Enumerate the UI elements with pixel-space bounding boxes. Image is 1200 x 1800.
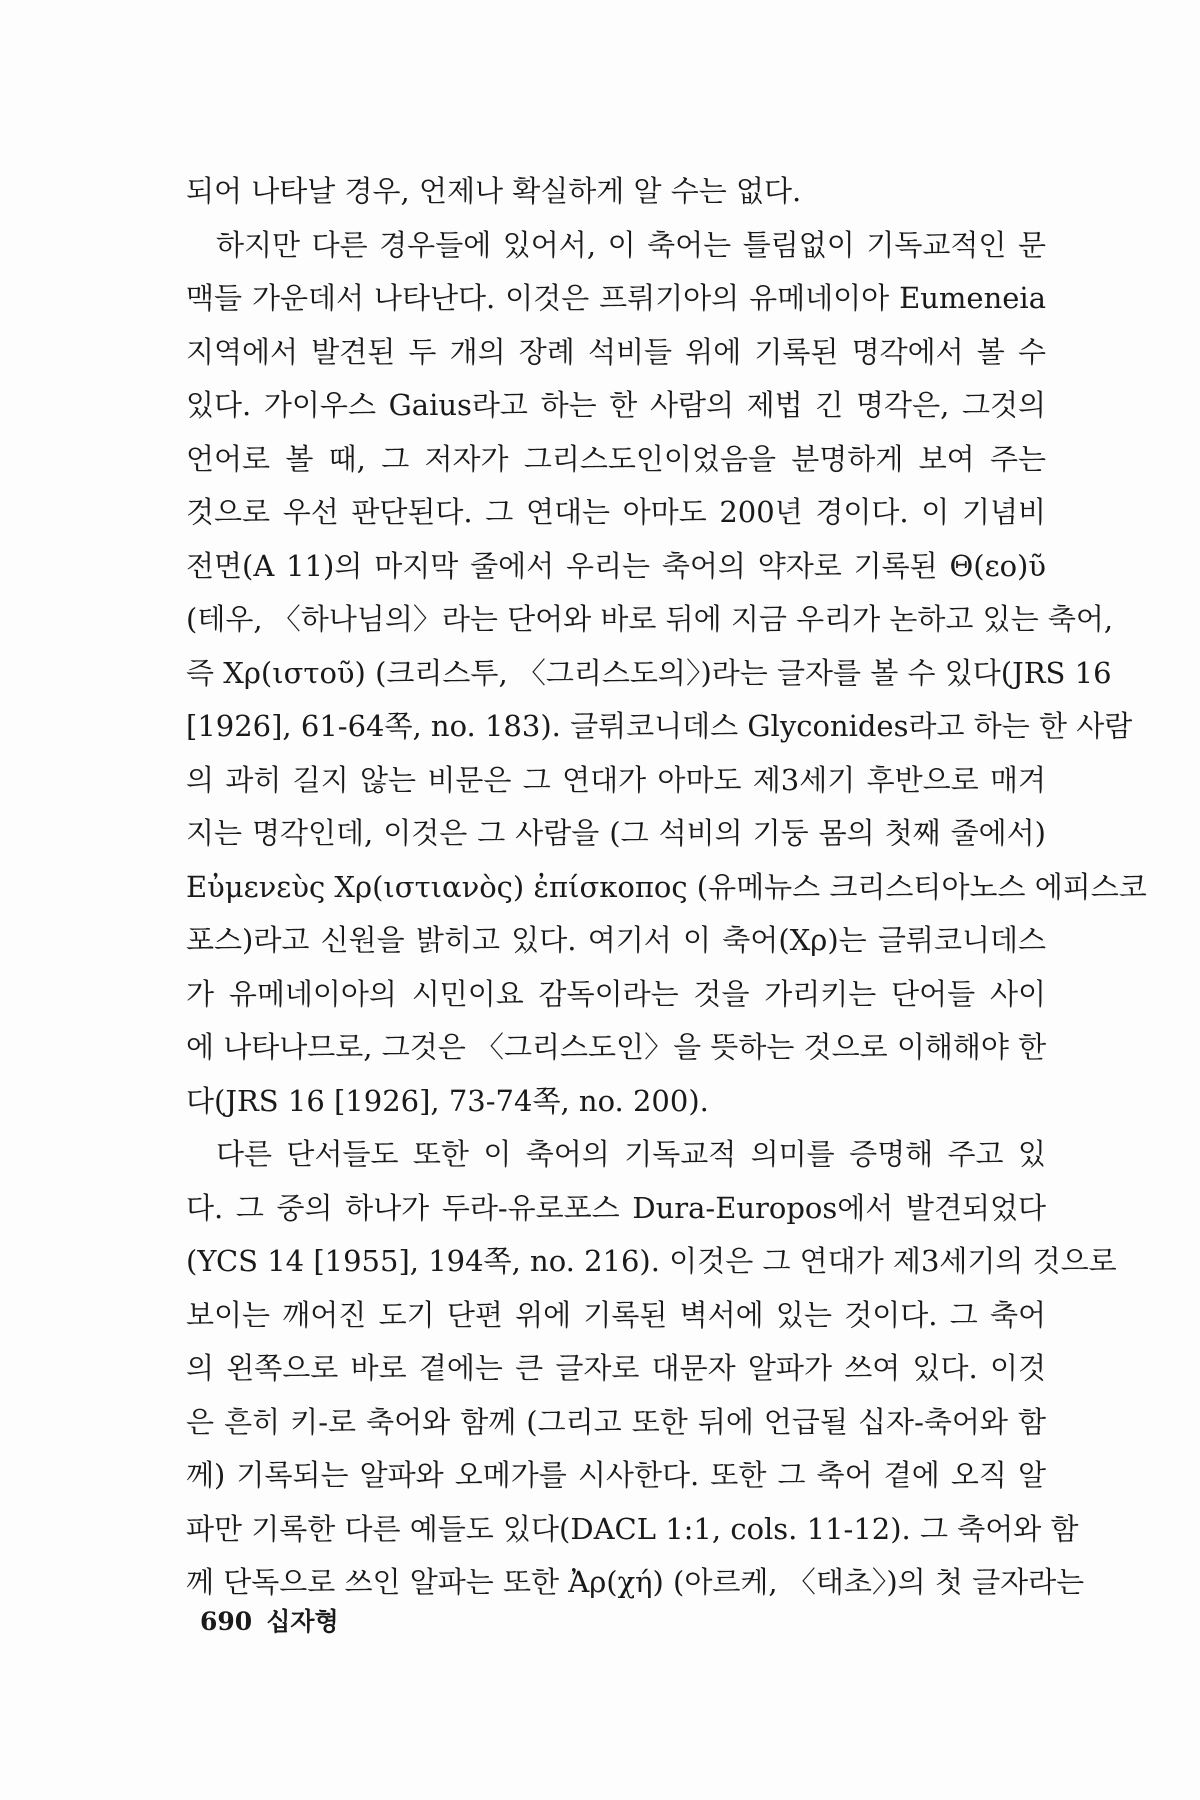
text-line: (테우, 〈하나님의〉라는 단어와 바로 뒤에 지금 우리가 논하고 있는 축어, <box>186 602 1114 636</box>
text-line: 은 흔히 키-로 축어와 함께 (그리고 또한 뒤에 언급될 십자-축어와 함 <box>186 1404 1046 1439</box>
text-line: 께) 기록되는 알파와 오메가를 시사한다. 또한 그 축어 곁에 오직 알 <box>186 1458 1046 1492</box>
text-line: 다. 그 중의 하나가 두라-유로포스 Dura-Europos에서 발견되었다 <box>186 1190 1046 1225</box>
running-title: 십자형 <box>266 1607 339 1636</box>
text-line: [1926], 61-64쪽, no. 183). 글뤼코니데스 Glyconides라고 하는 한 사람 <box>186 709 1133 743</box>
text-line: 것으로 우선 판단된다. 그 연대는 아마도 200년 경이다. 이 기념비 <box>186 495 1046 529</box>
page-number: 690 <box>200 1607 253 1636</box>
text-line: 포스)라고 신원을 밝히고 있다. 여기서 이 축어(Χρ)는 글뤼코니데스 <box>186 923 1046 957</box>
text-line: 가 유메네이아의 시민이요 감독이라는 것을 가리키는 단어들 사이 <box>186 976 1046 1011</box>
text-line: 의 왼쪽으로 바로 곁에는 큰 글자로 대문자 알파가 쓰여 있다. 이것 <box>186 1351 1046 1385</box>
text-line: 보이는 깨어진 도기 단편 위에 기록된 벽서에 있는 것이다. 그 축어 <box>186 1297 1046 1332</box>
text-line: 의 과히 길지 않는 비문은 그 연대가 아마도 제3세기 후반으로 매겨 <box>186 762 1046 797</box>
text-line: 에 나타나므로, 그것은 〈그리스도인〉을 뜻하는 것으로 이해해야 한 <box>186 1030 1047 1064</box>
text-line: 전면(A 11)의 마지막 줄에서 우리는 축어의 약자로 기록된 Θ(εο)ῦ <box>186 548 1046 583</box>
text-line: 께 단독으로 쓰인 알파는 또한 Ἀρ(χή) (아르케, 〈태초〉)의 첫 글자라는 <box>186 1565 1085 1599</box>
text-line: 즉 Χρ(ιστοῦ) (크리스투, 〈그리스도의〉)라는 글자를 볼 수 있다(JRS 16 <box>186 655 1112 690</box>
text-line: 하지만 다른 경우들에 있어서, 이 축어는 틀림없이 기독교적인 문 <box>216 227 1046 262</box>
text-line: 되어 나타날 경우, 언제나 확실하게 알 수는 없다. <box>186 174 802 208</box>
text-line: 다른 단서들도 또한 이 축어의 기독교적 의미를 증명해 주고 있 <box>216 1137 1046 1171</box>
text-line: 지는 명각인데, 이것은 그 사람을 (그 석비의 기둥 몸의 첫째 줄에서) <box>186 816 1046 850</box>
text-line: Εὐμενεὺς Χρ(ιστιανὸς) ἐπίσκοπος (유메뉴스 크리스티아노스 에피스코 <box>186 869 1147 904</box>
text-line: (YCS 14 [1955], 194쪽, no. 216). 이것은 그 연대가 제3세기의 것으로 <box>186 1244 1117 1278</box>
text-line: 다(JRS 16 [1926], 73-74쪽, no. 200). <box>186 1083 709 1118</box>
body-text <box>186 165 1147 1610</box>
text-line: 있다. 가이우스 Gaius라고 하는 한 사람의 제법 긴 명각은, 그것의 <box>186 388 1046 422</box>
text-line: 파만 기록한 다른 예들도 있다(DACL 1:1, cols. 11-12). 그 축어와 함 <box>186 1511 1079 1546</box>
page-footer <box>200 1602 339 1638</box>
text-line: 맥들 가운데서 나타난다. 이것은 프뤼기아의 유메네이아 Eumeneia <box>186 281 1046 315</box>
text-line: 지역에서 발견된 두 개의 장례 석비들 위에 기록된 명각에서 볼 수 <box>186 334 1046 369</box>
text-line: 언어로 볼 때, 그 저자가 그리스도인이었음을 분명하게 보여 주는 <box>186 441 1046 476</box>
